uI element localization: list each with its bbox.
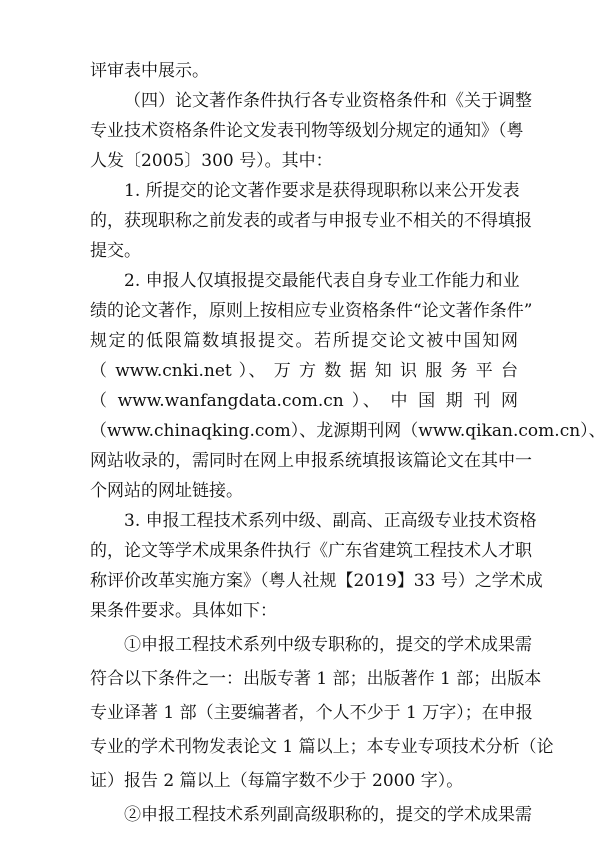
text-line-21: 符合以下条件之一：出版专著 1 部；出版著作 1 部；出版本 [90,669,542,689]
text-line-23: 专业的学术刊物发表论文 1 篇以上；本专业专项技术分析（论 [90,737,554,757]
text-line-15: 个网站的网址链接。 [90,481,243,501]
text-line-9: 绩的论文著作，原则上按相应专业资格条件“论文著作条件” [90,301,533,321]
text-line-12: （ www.wanfangdata.com.cn ）、 中 国 期 刊 网 [90,391,518,411]
text-line-20: ①申报工程技术系列中级专职称的，提交的学术成果需 [124,635,532,655]
text-line-13: （www.chinaqking.com）、龙源期刊网（www.qikan.com.cn）、 [90,421,606,441]
text-line-22: 专业译著 1 部（主要编著者，个人不少于 1 万字）；在申报 [90,703,533,723]
text-line-7: 提交。 [90,241,141,261]
text-line-8: 2. 申报人仅填报提交最能代表自身专业工作能力和业 [124,271,520,291]
text-line-6: 的，获现职称之前发表的或者与申报专业不相关的不得填报 [90,211,532,231]
text-line-18: 称评价改革实施方案》（粤人社规【2019】33 号）之学术成 [90,571,543,591]
text-line-10: 规定的低限篇数填报提交。若所提交论文被中国知网 [90,331,518,351]
text-line-4: 人发〔2005〕300 号）。其中： [90,151,333,171]
text-line-17: 的，论文等学术成果条件执行《广东省建筑工程技术人才职 [90,541,532,561]
text-line-16: 3. 申报工程技术系列中级、副高、正高级专业技术资格 [124,511,537,531]
text-line-25: ②申报工程技术系列副高级职称的，提交的学术成果需 [124,805,532,825]
text-line-19: 果条件要求。具体如下： [90,601,277,621]
text-line-5: 1. 所提交的论文著作要求是获得现职称以来公开发表 [124,181,520,201]
text-line-3: 专业技术资格条件论文发表刊物等级划分规定的通知》（粤 [90,121,524,141]
text-line-1: 评审表中展示。 [90,61,209,81]
text-line-2: （四）论文著作条件执行各专业资格条件和《关于调整 [124,91,532,111]
text-line-24: 证）报告 2 篇以上（每篇字数不少于 2000 字）。 [90,771,464,791]
text-line-11: （ www.cnki.net ）、 万 方 数 据 知 识 服 务 平 台 [90,361,518,381]
text-line-14: 网站收录的，需同时在网上申报系统填报该篇论文在其中一 [90,451,532,471]
